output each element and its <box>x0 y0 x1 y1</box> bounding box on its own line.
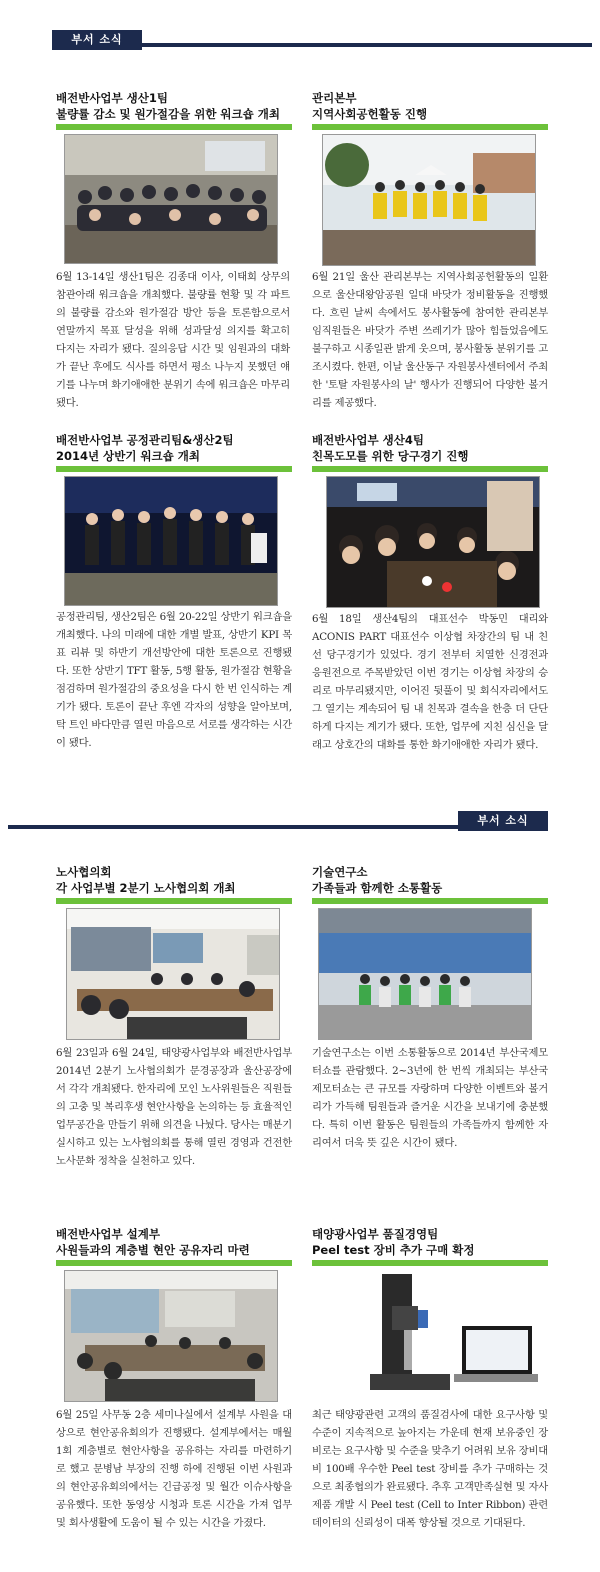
article-design <box>56 1226 296 1529</box>
article-dept: 배전반사업부 설계부 <box>56 1227 160 1241</box>
article-dept: 배전반사업부 생산4팀 <box>312 433 424 447</box>
article-admin <box>312 90 552 409</box>
title-underline <box>312 466 548 472</box>
article-photo <box>64 476 278 606</box>
article-dept: 태양광사업부 품질경영팀 <box>312 1227 439 1241</box>
article-labor-council <box>56 864 296 1167</box>
section-header-top <box>0 0 600 50</box>
article-photo <box>322 1270 540 1400</box>
article-photo <box>322 134 536 266</box>
article-body: 최근 태양광관련 고객의 품질검사에 대한 요구사항 및 수준이 지속적으로 높아지는 가운데 현재 보유중인 장비로는 요구사항 및 수준을 맞추기 어려워 보유 장비대비 100배 우수한 Peel test 장비를 추가 구매하는 것으로 최종협의가 완료됐다. 추후 고객만족실현 및 자사제품 개발 시 Peel test (Cell to Inter Ribbon) 관련 데이터의 신뢰성이 대폭 향상될 것으로 기대된다. <box>312 1409 548 1529</box>
title-underline <box>56 898 292 904</box>
section-header-bottom <box>0 805 600 835</box>
article-body: 6월 18일 생산4팀의 대표선수 박동민 대리와 ACONIS PART 대표선수 이상협 차장간의 팀 내 친선 당구경기가 있었다. 경기 전부터 치열한 신경전과 응원전으로 주목받았던 이번 경기는 이상협 차장의 승리로 마무리됐지만, 이어진 뒷풀이 및 회식자리에서도 그 열기는 계속되어 팀 내 친목과 결속을 한층 더 단단하게 다지는 계기가 됐다. 또한, 업무에 지친 심신을 달래고 상호간의 대화를 통한 화기애애한 자리가 됐다. <box>312 613 548 751</box>
article-rnd <box>312 864 552 1149</box>
article-dept: 기술연구소 <box>312 865 368 879</box>
article-title: Peel test 장비 추가 구매 확정 <box>312 1243 475 1257</box>
article-body: 공정관리팀, 생산2팀은 6월 20-22일 상반기 워크숍을 개최했다. 나의 미래에 대한 개별 발표, 상반기 KPI 목표 리뷰 및 하반기 개선방안에 대한 토론으로 진행됐다. 또한 상반기 TFT 활동, 5행 활동, 원가절감 현황을 점검하며 원가절감의 중요성을 다시 한 번 인식하는 계기가 됐다. 토론이 끝난 후엔 각자의 성향을 알아보며, 탁 트인 바다만큼 열린 마음으로 서로를 생각하는 시간이 됐다. <box>56 611 292 749</box>
article-production1 <box>56 90 296 409</box>
title-underline <box>312 124 548 130</box>
article-title: 불량률 감소 및 원가절감을 위한 워크숍 개최 <box>56 107 280 121</box>
title-underline <box>56 124 292 130</box>
title-underline <box>312 898 548 904</box>
article-body: 6월 21일 울산 관리본부는 지역사회공헌활동의 일환으로 울산대왕암공원 일대 바닷가 정비활동을 진행했다. 흐린 날씨 속에서도 봉사활동에 참여한 관리본부 임직원들은 바닷가 주변 쓰레기가 많아 힘들었음에도 불구하고 시종일관 밝게 웃으며, 봉사활동 분위기를 고조시켰다. 한편, 이날 울산동구 자원봉사센터에서 주최한 '토탈 자원봉사의 날' 행사가 진행되어 다양한 볼거리를 제공했다. <box>312 271 548 409</box>
section-tag: 부서 소식 <box>458 811 548 831</box>
article-title: 친목도모를 위한 당구경기 진행 <box>312 449 469 463</box>
article-body: 6월 25일 사무동 2층 세미나실에서 설계부 사원을 대상으로 현안공유회의가 진행됐다. 설계부에서는 매월 1회 계층별로 현안사항을 공유하는 자리를 마련하기로 했고 문병남 부장의 진행 하에 진행된 이번 사원과의 현안공유회의에서는 긴급공정 및 월간 이슈사항을 공유했다. 또한 동영상 시청과 토론 시간을 가져 업무 및 회사생활에 도움이 될 수 있는 시간을 가졌다. <box>56 1409 292 1529</box>
article-title: 사원들과의 계층별 현안 공유자리 마련 <box>56 1243 250 1257</box>
article-quality <box>312 1226 552 1529</box>
article-photo <box>64 1270 278 1402</box>
article-production4 <box>312 432 552 751</box>
article-dept: 배전반사업부 공정관리팀&생산2팀 <box>56 433 234 447</box>
title-underline <box>56 1260 292 1266</box>
article-photo <box>326 476 540 608</box>
article-body: 6월 13-14일 생산1팀은 김종대 이사, 이태희 상무의 참관아래 워크숍을 개최했다. 불량률 현황 및 각 파트의 불량률 감소와 원가절감 방안 등을 토론함으로서 연말까지 목표 달성을 위해 성과달성 의지를 확고히 다지는 자리가 됐다. 질의응답 시간 및 임원과의 대화가 끝난 후에도 식사를 하면서 평소 나누지 못했던 얘기를 나누며 화기애애한 분위기 속에 워크숍은 마무리됐다. <box>56 271 290 409</box>
article-process-production2 <box>56 432 296 749</box>
article-dept: 배전반사업부 생산1팀 <box>56 91 168 105</box>
article-photo <box>66 908 280 1040</box>
title-underline <box>56 466 292 472</box>
article-title: 각 사업부별 2분기 노사협의회 개최 <box>56 881 236 895</box>
article-dept: 노사협의회 <box>56 865 112 879</box>
article-photo <box>64 134 278 264</box>
title-underline <box>312 1260 548 1266</box>
article-body: 기술연구소는 이번 소통활동으로 2014년 부산국제모터쇼를 관람했다. 2~3년에 한 번씩 개최되는 부산국제모터쇼는 큰 규모를 자랑하며 다양한 이벤트와 볼거리가 가득해 팀원들과 즐거운 시간을 보내기에 충분했다. 특히 이번 활동은 팀원들의 가족들까지 함께한 자리여서 더욱 뜻 깊은 시간이 됐다. <box>312 1047 548 1149</box>
article-title: 가족들과 함께한 소통활동 <box>312 881 443 895</box>
article-dept: 관리본부 <box>312 91 357 105</box>
section-tag: 부서 소식 <box>52 30 142 50</box>
article-title: 2014년 상반기 워크숍 개최 <box>56 449 200 463</box>
article-title: 지역사회공헌활동 진행 <box>312 107 428 121</box>
article-body: 6월 23일과 6월 24일, 태양광사업부와 배전반사업부 2014년 2분기 노사협의회가 문경공장과 울산공장에서 각각 개최됐다. 한자리에 모인 노사위원들은 직원들의 고충 및 복리후생 현안사항을 논의하는 등 효율적인 업무공간을 만들기 위해 의견을 나눴다. 당사는 매분기 실시하고 있는 노사협의회를 통해 열린 경영과 건전한 노사문화 정착을 실천하고 있다. <box>56 1047 292 1167</box>
article-photo <box>318 908 532 1040</box>
